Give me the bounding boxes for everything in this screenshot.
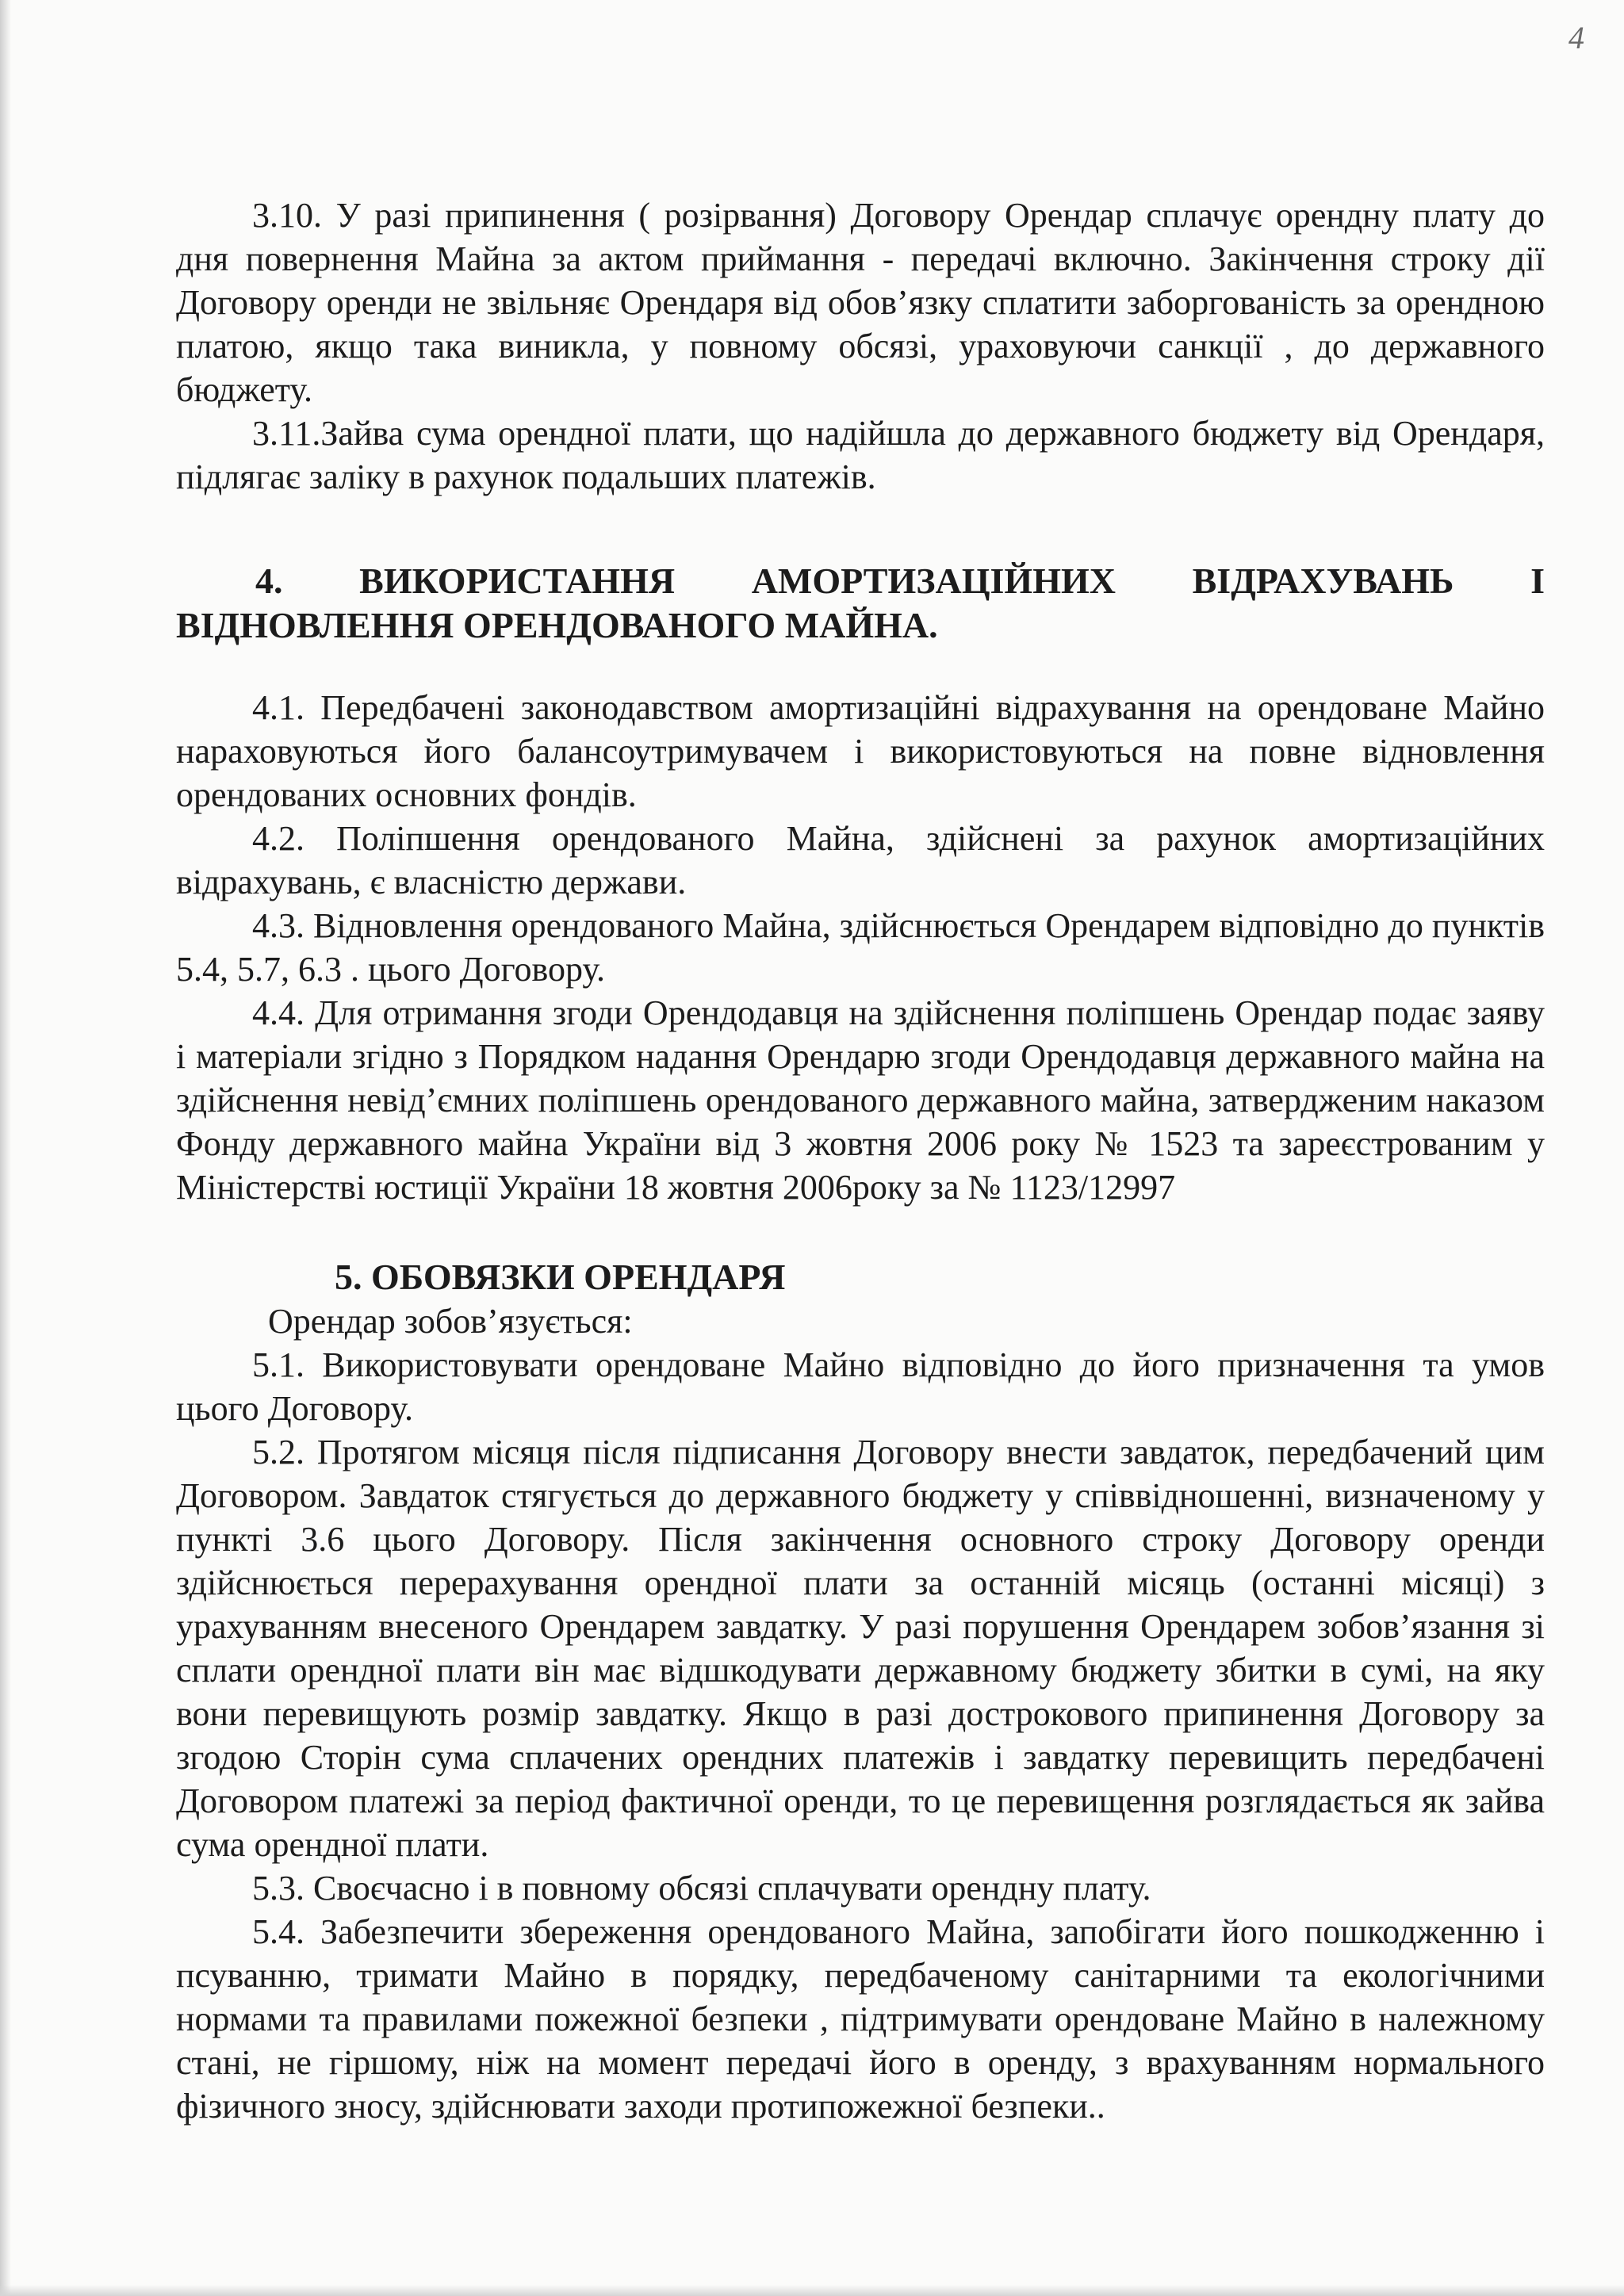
section-5-intro: Орендар зобов’язується: bbox=[268, 1302, 633, 1341]
page-number: 4 bbox=[1568, 20, 1584, 55]
clause-4-3: 4.3. Відновлення орендованого Майна, здійснюється Орендарем відповідно до пунктів 5.4, 5.7, 6.3 . цього Договору. bbox=[176, 906, 1545, 989]
clause-5-3: 5.3. Своєчасно і в повному обсязі сплачувати орендну плату. bbox=[252, 1869, 1151, 1908]
clause-4-2: 4.2. Поліпшення орендованого Майна, здійснені за рахунок амортизаційних відрахувань, є власністю держави. bbox=[176, 819, 1545, 901]
section-5-heading: 5. ОБОВЯЗКИ ОРЕНДАРЯ bbox=[335, 1257, 786, 1297]
document-body bbox=[176, 193, 1545, 2128]
clause-5-4: 5.4. Забезпечити збереження орендованого Майна, запобігати його пошкодженню і псуванню, тримати Майно в порядку, передбаченому санітарними та екологічними нормами та правилами пожежної безпеки , підтримувати орендоване Майно в належному стані, не гіршому, ніж на момент передачі його в оренду, з врахуванням нормального фізичного зносу, здійснювати заходи протипожежної безпеки.. bbox=[176, 1912, 1545, 2126]
scan-bottom-shadow bbox=[0, 2285, 1624, 2296]
section-4-heading-text: 4. ВИКОРИСТАННЯ АМОРТИЗАЦІЙНИХ ВІДРАХУВАНЬ І ВІДНОВЛЕННЯ ОРЕНДОВАНОГО МАЙНА. bbox=[176, 561, 1545, 645]
clause-3-11: 3.11.Зайва сума орендної плати, що надійшла до державного бюджету від Орендаря, підлягає заліку в рахунок подальших платежів. bbox=[176, 414, 1545, 496]
section-4-heading bbox=[176, 559, 1545, 648]
clause-5-1: 5.1. Використовувати орендоване Майно відповідно до його призначення та умов цього Договору. bbox=[176, 1345, 1545, 1428]
clause-4-1: 4.1. Передбачені законодавством амортизаційні відрахування на орендоване Майно нараховуються його балансоутримувачем і використовуються на повне відновлення орендованих основних фондів. bbox=[176, 688, 1545, 814]
clause-5-2: 5.2. Протягом місяця після підписання Договору внести завдаток, передбачений цим Договором. Завдаток стягується до державного бюджету у співвідношенні, визначеному у пункті 3.6 цього Договору. Після закінчення основного строку Договору оренди здійснюється перерахування орендної плати за останній місяць (останні місяці) з урахуванням внесеного Орендарем завдатку. У разі порушення Орендарем зобов’язання зі сплати орендної плати він має відшкодувати державному бюджету збитки в сумі, на яку вони перевищують розмір завдатку. Якщо в разі дострокового припинення Договору за згодою Сторін сума сплачених орендних платежів і завдатку перевищить передбачені Договором платежі за період фактичної оренди, то це перевищення розглядається як зайва сума орендної плати. bbox=[176, 1433, 1545, 1864]
clause-4-4: 4.4. Для отримання згоди Орендодавця на здійснення поліпшень Орендар подає заяву і матеріали згідно з Порядком надання Орендарю згоди Орендодавця державного майна на здійснення невід’ємних поліпшень орендованого державного майна, затвердженим наказом Фонду державного майна України від 3 жовтня 2006 року № 1523 та зареєстрованим у Міністерстві юстиції України 18 жовтня 2006року за № 1123/12997 bbox=[176, 993, 1545, 1207]
clause-3-10: 3.10. У разі припинення ( розірвання) Договору Орендар сплачує орендну плату до дня повернення Майна за актом приймання - передачі включно. Закінчення строку дії Договору оренди не звільняє Орендаря від обов’язку сплатити заборгованість за орендною платою, якщо така виникла, у повному обсязі, ураховуючи санкції , до державного бюджету. bbox=[176, 196, 1545, 409]
scan-edge-shadow bbox=[0, 0, 11, 2296]
